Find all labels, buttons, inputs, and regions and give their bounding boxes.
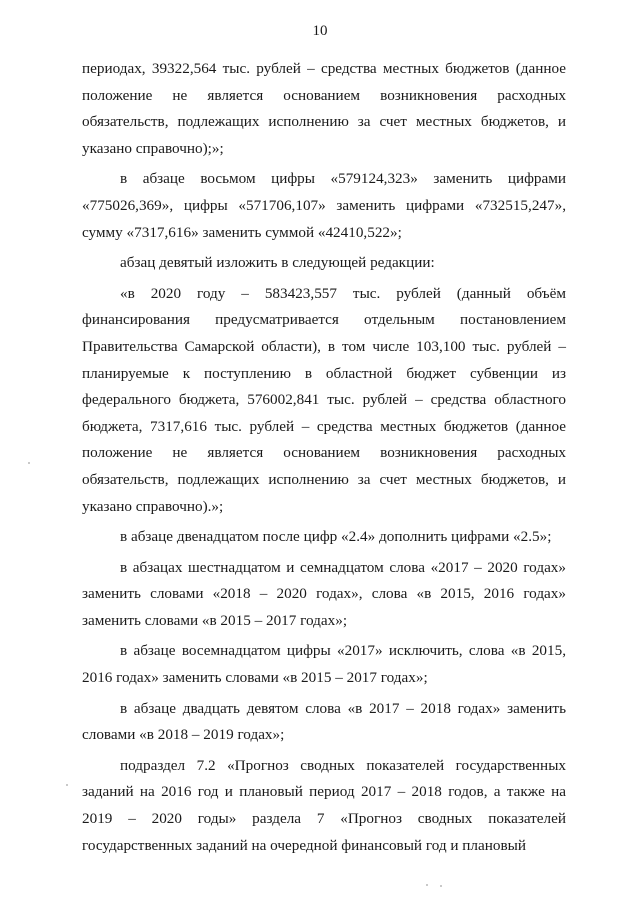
scan-artifact [66, 784, 68, 786]
page-number: 10 [312, 23, 328, 39]
paragraph-amendment-sixteenth: в абзацах шестнадцатом и семнадцатом слова «2017 – 2020 годах» заменить словами «2018 – 2020 годах», слова «в 2015, 2016 годах» заменить словами «в 2015 – 2017 годах»; [82, 558, 566, 629]
paragraph-continuation: периодах, 39322,564 тыс. рублей – средства местных бюджетов (данное положение не является основанием возникновения расходных обязательств, подлежащих исполнению за счет местных бюджетов, и указано справочно);»; [82, 60, 566, 157]
paragraph-amendment-eighth: в абзаце восьмом цифры «579124,323» заменить цифрами «775026,369», цифры «571706,107» заменить цифрами «732515,247», сумму «7317,616» заменить суммой «42410,522»; [82, 170, 566, 241]
paragraph-amendment-twelfth: в абзаце двенадцатом после цифр «2.4» дополнить цифрами «2.5»; [120, 528, 552, 546]
scan-artifact [426, 884, 428, 886]
paragraph-ninth-new-text: «в 2020 году – 583423,557 тыс. рублей (данный объём финансирования предусматривается отдельным постановлением Правительства Самарской области), в том числе 103,100 тыс. рублей – планируемые к поступлению в областной бюджет субвенции из федерального бюджета, 576002,841 тыс. рублей – средства областного бюджета, 7317,616 тыс. рублей – средства местных бюджетов (данное положение не является основанием возникновения расходных обязательств, подлежащих исполнению за счет местных бюджетов, и указано справочно).»; [82, 284, 566, 515]
paragraph-subsection-7-2: подраздел 7.2 «Прогноз сводных показателей государственных заданий на 2016 год и плановый период 2017 – 2018 годов, а также на 2019 – 2020 годы» раздела 7 «Прогноз сводных показателей государственных заданий на очередной финансовый год и плановый [82, 756, 566, 854]
scan-artifact [440, 885, 442, 887]
document-body [82, 56, 566, 859]
paragraph-amendment-twenty-ninth: в абзаце двадцать девятом слова «в 2017 – 2018 годах» заменить словами «в 2018 – 2019 годах»; [82, 699, 566, 744]
paragraph-ninth-intro: абзац девятый изложить в следующей редакции: [120, 254, 435, 272]
paragraph-amendment-eighteenth: в абзаце восемнадцатом цифры «2017» исключить, слова «в 2015, 2016 годах» заменить словами «в 2015 – 2017 годах»; [82, 642, 566, 687]
scan-artifact [28, 462, 30, 464]
